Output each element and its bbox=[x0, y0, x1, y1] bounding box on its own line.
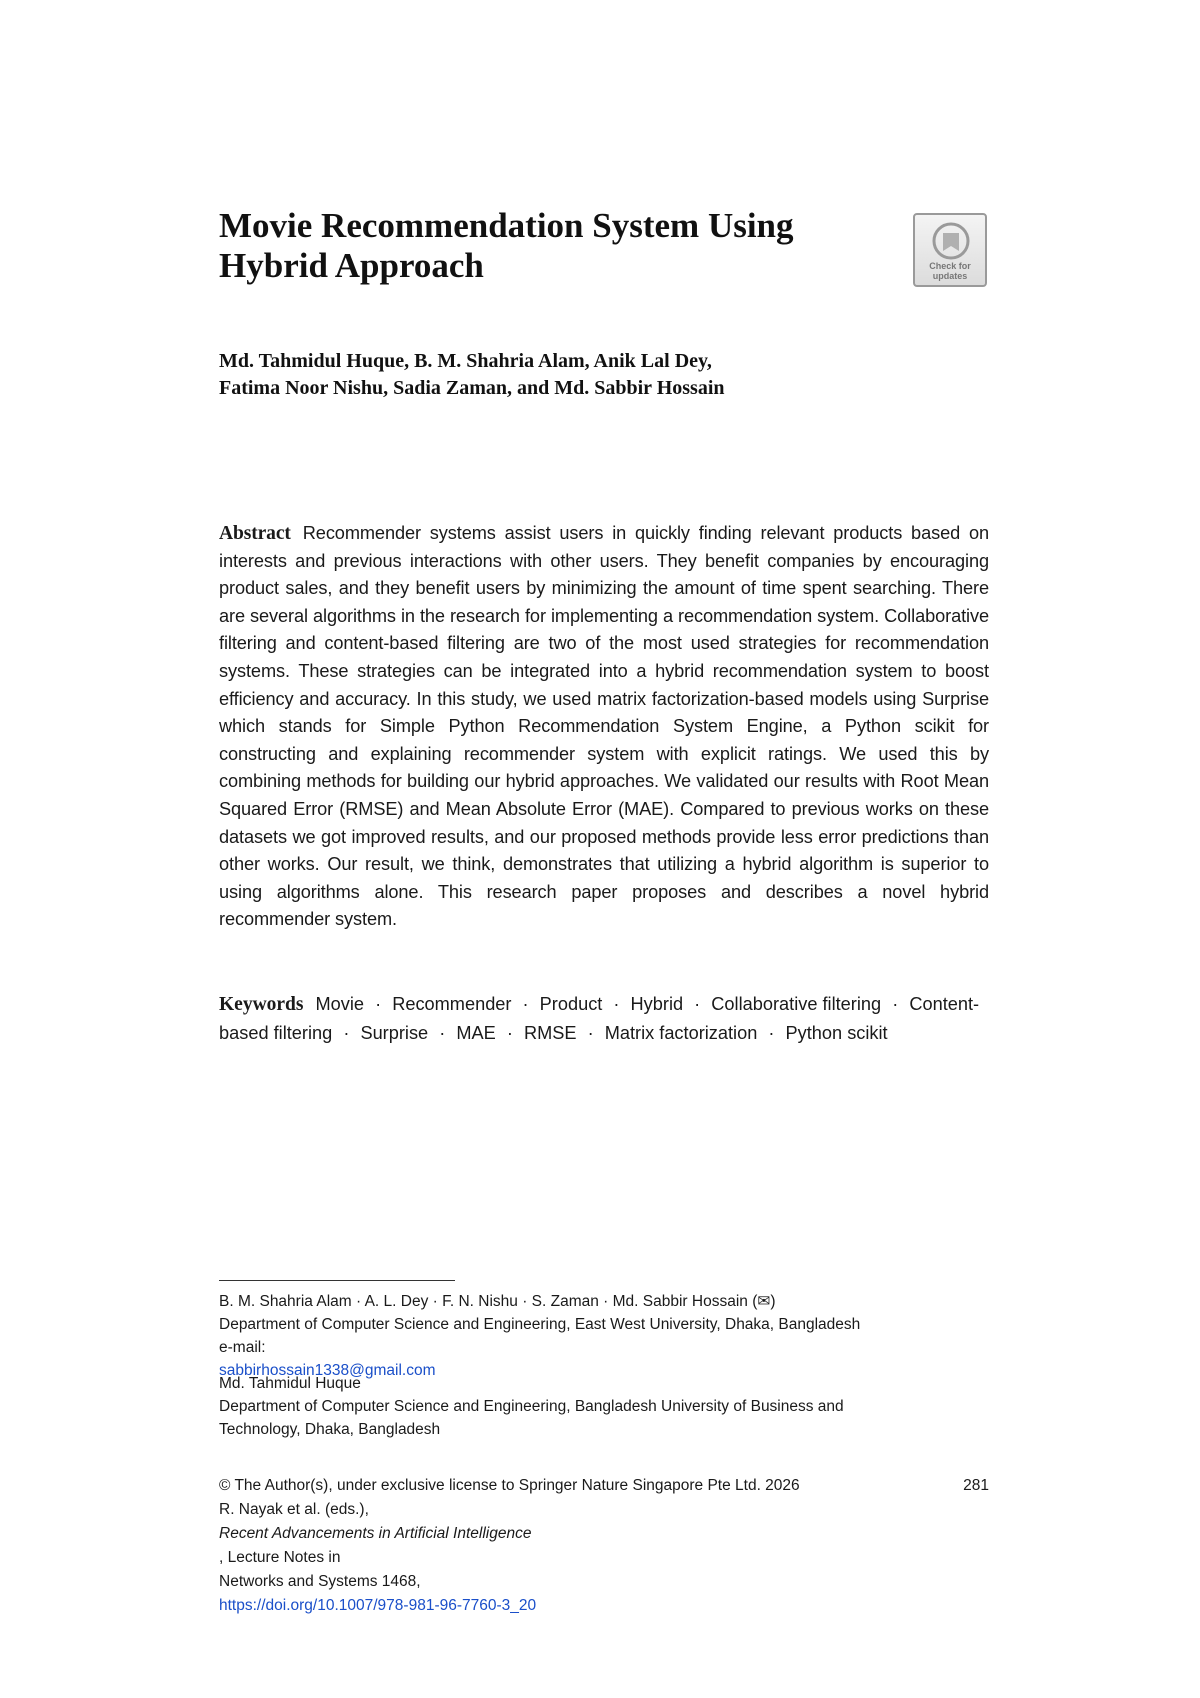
author-list bbox=[219, 348, 1019, 402]
badge-text bbox=[915, 261, 985, 281]
series-part-2: Networks and Systems 1468, bbox=[219, 1573, 421, 1590]
copyright-text: © The Author(s), under exclusive license to Springer Nature Singapore Pte Ltd. 2026 bbox=[219, 1477, 800, 1494]
keywords bbox=[219, 990, 989, 1047]
keyword-separator: · bbox=[892, 994, 899, 1014]
affiliation-2-department-line-2: Technology, Dhaka, Bangladesh bbox=[219, 1421, 441, 1438]
keyword-item: Python scikit bbox=[785, 1023, 888, 1043]
abstract-text: Recommender systems assist users in quickly finding relevant products based on interests and previous interactions with other users. They benefit companies by encouraging product sales, and they benefit users by minimizing the amount of time spent searching. There are several algorithms in the research for implementing a recommendation system. Collaborative filtering and content-based filtering are two of the most used strategies for recommendation systems. These strategies can be integrated into a hybrid recommendation system to boost efficiency and accuracy. In this study, we used matrix factorization-based models using Surprise which stands for Simple Python Recommendation System Engine, a Python scikit for constructing and explaining recommender system with explicit ratings. We used this by combining methods for building our hybrid approaches. We validated our results with Root Mean Squared Error (RMSE) and Mean Absolute Error (MAE). Compared to previous works on these datasets we got improved results, and our proposed methods provide less error predictions than other works. Our result, we think, demonstrates that utilizing a hybrid algorithm is superior to using algorithms alone. This research paper proposes and describes a novel hybrid recommender system. bbox=[219, 523, 989, 930]
keyword-separator: · bbox=[439, 1023, 446, 1043]
keyword-item: Hybrid bbox=[630, 994, 684, 1014]
keyword-item: Movie bbox=[315, 994, 365, 1014]
abstract-label: Abstract bbox=[219, 523, 291, 544]
paper-title bbox=[219, 206, 859, 286]
keyword-separator: · bbox=[506, 1023, 513, 1043]
check-for-updates-badge[interactable] bbox=[913, 213, 987, 287]
keyword-separator: · bbox=[522, 994, 529, 1014]
badge-text-line-1: Check for bbox=[929, 261, 971, 271]
citation-line-1 bbox=[219, 1498, 989, 1570]
email-link[interactable]: sabbirhossain1338@gmail.com bbox=[219, 1362, 436, 1379]
editors: R. Nayak et al. (eds.), bbox=[219, 1501, 369, 1518]
keyword-item: RMSE bbox=[523, 1023, 577, 1043]
author-line-2: Fatima Noor Nishu, Sadia Zaman, and Md. Sabbir Hossain bbox=[219, 377, 725, 399]
keyword-separator: · bbox=[694, 994, 701, 1014]
keyword-item: Product bbox=[539, 994, 603, 1014]
affiliation-2-department-line-1: Department of Computer Science and Engineering, Bangladesh University of Business and bbox=[219, 1398, 844, 1415]
affiliation-1-names: B. M. Shahria Alam · A. L. Dey · F. N. Nishu · S. Zaman · Md. Sabbir Hossain (✉) bbox=[219, 1293, 776, 1310]
badge-text-line-2: updates bbox=[932, 271, 968, 281]
keyword-separator: · bbox=[587, 1023, 594, 1043]
series-part-1: , Lecture Notes in bbox=[219, 1549, 341, 1566]
email-label: e-mail: bbox=[219, 1339, 266, 1356]
keyword-item: Collaborative filtering bbox=[711, 994, 882, 1014]
keyword-separator: · bbox=[768, 1023, 775, 1043]
copyright-row bbox=[219, 1474, 989, 1498]
keyword-separator: · bbox=[375, 994, 382, 1014]
keyword-list bbox=[219, 994, 979, 1043]
keyword-item: MAE bbox=[456, 1023, 496, 1043]
keyword-separator: · bbox=[613, 994, 620, 1014]
check-for-updates-icon bbox=[931, 221, 971, 261]
copyright-block bbox=[219, 1474, 989, 1618]
page-number: 281 bbox=[963, 1477, 989, 1494]
keyword-separator: · bbox=[343, 1023, 350, 1043]
book-title: Recent Advancements in Artificial Intelligence bbox=[219, 1525, 532, 1542]
affiliation-2 bbox=[219, 1372, 999, 1441]
doi-link[interactable]: https://doi.org/10.1007/978-981-96-7760-3_20 bbox=[219, 1597, 537, 1614]
author-line-1: Md. Tahmidul Huque, B. M. Shahria Alam, Anik Lal Dey, bbox=[219, 350, 712, 372]
keyword-item: Recommender bbox=[392, 994, 512, 1014]
footnote-divider bbox=[219, 1280, 455, 1281]
affiliation-1 bbox=[219, 1290, 999, 1382]
keywords-label: Keywords bbox=[219, 994, 304, 1015]
abstract bbox=[219, 520, 989, 934]
citation-line-2 bbox=[219, 1570, 989, 1618]
title-line-2: Hybrid Approach bbox=[219, 246, 484, 285]
keyword-item: Content-based filtering bbox=[219, 994, 980, 1043]
affiliation-1-department: Department of Computer Science and Engineering, East West University, Dhaka, Bangladesh bbox=[219, 1316, 861, 1333]
affiliation-2-names: Md. Tahmidul Huque bbox=[219, 1375, 361, 1392]
title-line-1: Movie Recommendation System Using bbox=[219, 206, 794, 245]
keyword-item: Matrix factorization bbox=[604, 1023, 758, 1043]
keyword-item: Surprise bbox=[360, 1023, 429, 1043]
